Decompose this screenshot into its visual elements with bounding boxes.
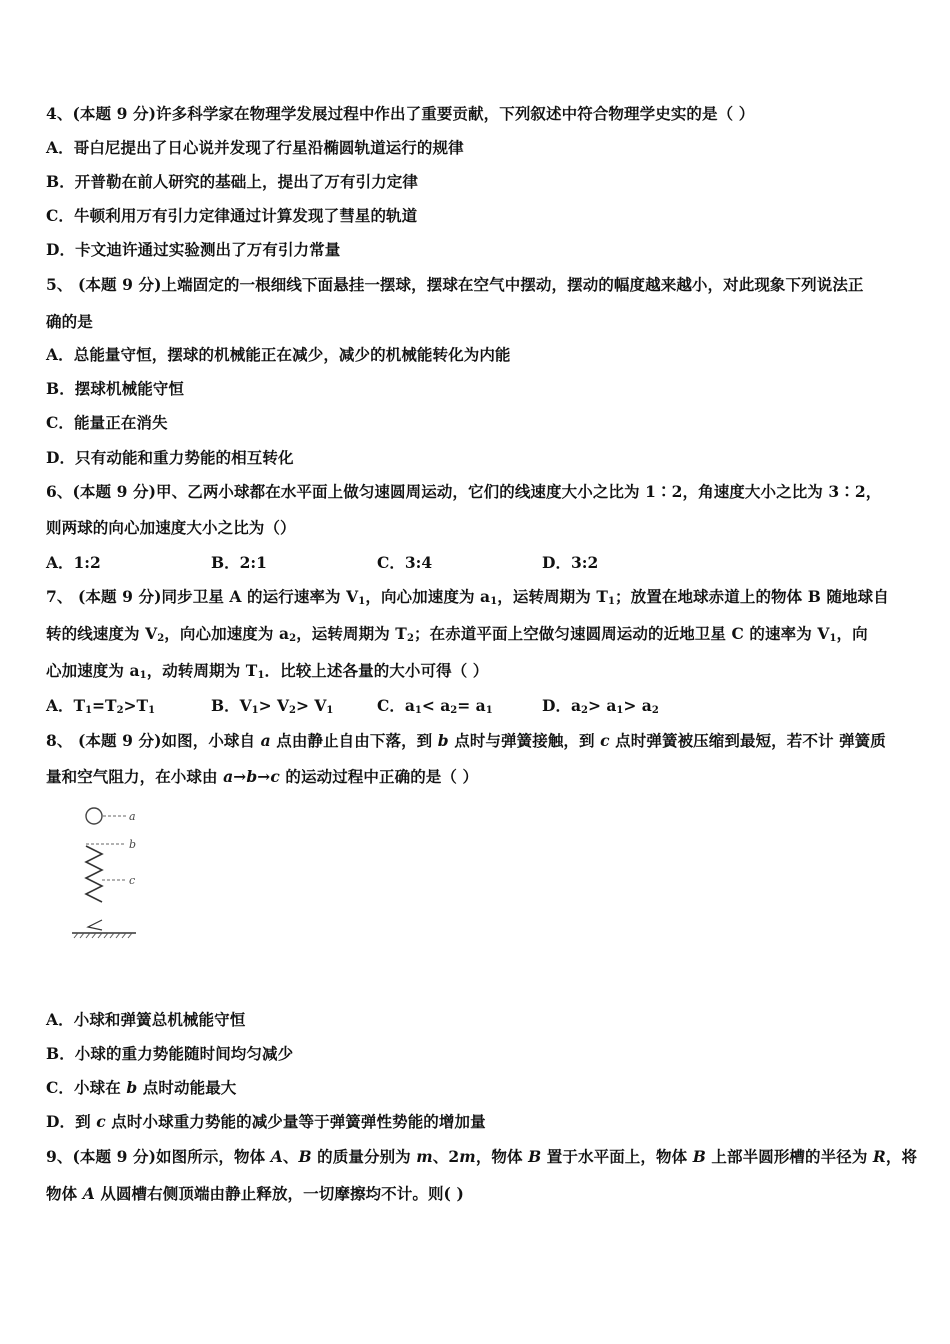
q5-stem-line2: 确的是 (46, 312, 93, 331)
q4-stem: 4、(本题 9 分)许多科学家在物理学发展过程中作出了重要贡献，下列叙述中符合物理学史实的是（ ） (46, 104, 755, 123)
q5-option-d: D．只有动能和重力势能的相互转化 (46, 448, 294, 467)
spring-icon (86, 846, 102, 902)
q6-option-c: C．3:4 (377, 553, 433, 572)
q6-stem-line1: 6、(本题 9 分)甲、乙两小球都在水平面上做匀速圆周运动，它们的线速度大小之比为 1∶2，角速度大小之比为 3∶2， (46, 482, 882, 501)
q7-option-d: D．$a_2> a_1> a_2$ (542, 696, 659, 716)
q7-stem-line2: 转的线速度为 $V_2$，向心加速度为 $a_2$，运转周期为 $T_2$；在赤道平面上空做匀速圆周运动的近地卫星 C 的速率为 $V_1$，向 (46, 624, 868, 644)
q7-stem-line3: 心加速度为 $a_1$，动转周期为 $T_1$．比较上述各量的大小可得（ ） (46, 661, 489, 681)
q6-option-d: D．3:2 (542, 553, 599, 572)
label-c: c (129, 874, 136, 887)
spring-base-icon (88, 920, 102, 930)
q8-option-b: B．小球的重力势能随时间均匀减少 (46, 1044, 294, 1063)
label-b: b (129, 838, 137, 851)
q6-option-b: B．2:1 (211, 553, 267, 572)
q8-path: a→b→c (223, 767, 280, 786)
q4-option-b: B．开普勒在前人研究的基础上，提出了万有引力定律 (46, 172, 419, 191)
q8-stem-line2: 量和空气阻力，在小球由 a→b→c 的运动过程中正确的是（ ） (46, 767, 479, 786)
q4-option-c: C．牛顿利用万有引力定律通过计算发现了彗星的轨道 (46, 206, 418, 225)
q9-stem-line1: 9、(本题 9 分)如图所示，物体 A、B 的质量分别为 m、2m，物体 B 置于水平面上，物体 B 上部半圆形槽的半径为 R，将 (46, 1147, 918, 1166)
q4-option-a: A．哥白尼提出了日心说并发现了行星沿椭圆轨道运行的规律 (46, 138, 464, 157)
q7-option-b: B．$V_1> V_2> V_1$ (211, 696, 334, 716)
label-a: a (129, 810, 136, 823)
q8-stem-line1: 8、 (本题 9 分)如图，小球自 a 点由静止自由下落，到 b 点时与弹簧接触，到 c 点时弹簧被压缩到最短，若不计 弹簧质 (46, 731, 886, 750)
q5-option-b: B．摆球机械能守恒 (46, 379, 185, 398)
q7-option-c: C．$a_1< a_2= a_1$ (377, 696, 493, 716)
q8-option-c: C．小球在 b 点时动能最大 (46, 1078, 237, 1097)
q7-stem-line1: 7、 (本题 9 分)同步卫星 A 的运行速率为 $V_1$，向心加速度为 $a_1$，运转周期为 $T_1$；放置在地球赤道上的物体 B 随地球自 (46, 587, 889, 607)
ball-icon (86, 808, 102, 824)
q5-stem-line1: 5、 (本题 9 分)上端固定的一根细线下面悬挂一摆球，摆球在空气中摆动，摆动的幅度越来越小，对此现象下列说法正 (46, 275, 864, 294)
q5-option-a: A．总能量守恒，摆球的机械能正在减少，减少的机械能转化为内能 (46, 345, 511, 364)
q5-option-c: C．能量正在消失 (46, 413, 168, 432)
q6-stem-line2: 则两球的向心加速度大小之比为（） (46, 518, 296, 537)
q6-option-a: A．1:2 (46, 553, 101, 572)
q8-option-a: A．小球和弹簧总机械能守恒 (46, 1010, 246, 1029)
q9-stem-line2: 物体 A 从圆槽右侧顶端由静止释放，一切摩擦均不计。则( ) (46, 1184, 464, 1203)
q4-option-d: D．卡文迪许通过实验测出了万有引力常量 (46, 240, 341, 259)
q8-option-d: D．到 c 点时小球重力势能的减少量等于弹簧弹性势能的增加量 (46, 1112, 486, 1131)
spring-ball-figure (66, 800, 156, 950)
q7-option-a: A．$T_1=T_2>T_1$ (46, 696, 156, 716)
